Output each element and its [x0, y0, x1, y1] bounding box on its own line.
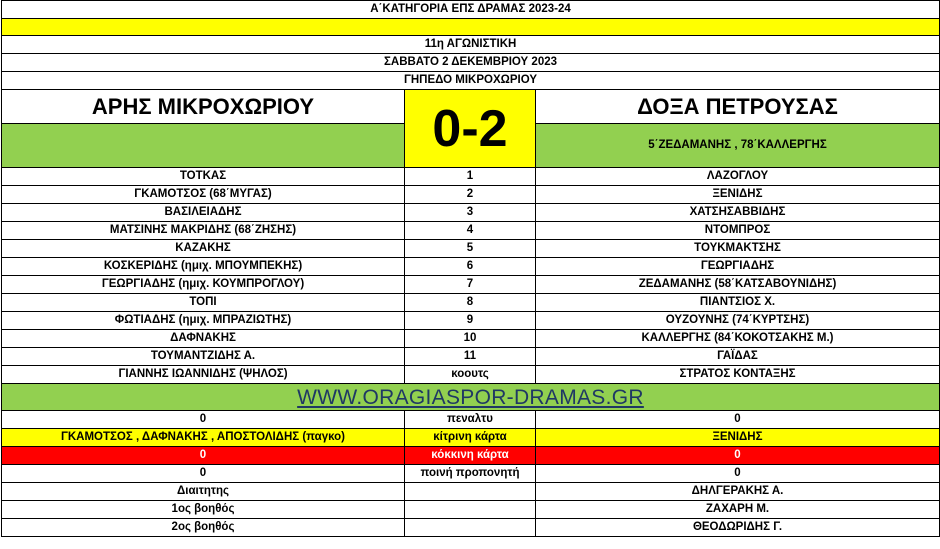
- officials: [2, 483, 940, 537]
- venue: ΓΗΠΕΔΟ ΜΙΚΡΟΧΩΡΙΟΥ: [2, 72, 940, 90]
- official-name: ΖΑΧΑΡΗ Μ.: [536, 501, 940, 519]
- official-spacer: [405, 519, 536, 537]
- home-player: ΚΑΖΑΚΗΣ: [2, 240, 405, 258]
- shirt-number: 8: [405, 294, 536, 312]
- official-role: 2ος βοηθός: [2, 519, 405, 537]
- home-player: ΓΙΑΝΝΗΣ ΙΩΑΝΝΙΔΗΣ (ΨΗΛΟΣ): [2, 366, 405, 384]
- home-player: ΓΚΑΜΟΤΣΟΣ (68΄ΜΥΓΑΣ): [2, 186, 405, 204]
- home-player: ΤΟΠΙ: [2, 294, 405, 312]
- lineup-row: [2, 204, 940, 222]
- website-banner[interactable]: [2, 384, 940, 411]
- penalty-label: πεναλτυ: [405, 411, 536, 429]
- away-player: ΧΑΤΣΗΣΑΒΒΙΔΗΣ: [536, 204, 940, 222]
- shirt-number: κοουτς: [405, 366, 536, 384]
- away-player: ΚΑΛΛΕΡΓΗΣ (84΄ΚΟΚΟΤΣΑΚΗΣ Μ.): [536, 330, 940, 348]
- competition-title: Α΄ΚΑΤΗΓΟΡΙΑ ΕΠΣ ΔΡΑΜΑΣ 2023-24: [2, 1, 940, 19]
- away-penalties: 0: [536, 411, 940, 429]
- away-yellow-cards: ΞΕΝΙΔΗΣ: [536, 429, 940, 447]
- official-spacer: [405, 501, 536, 519]
- shirt-number: 3: [405, 204, 536, 222]
- lineup-row: [2, 222, 940, 240]
- away-player: ΠΙΑΝΤΣΙΟΣ Χ.: [536, 294, 940, 312]
- home-player: ΤΟΤΚΑΣ: [2, 168, 405, 186]
- home-coach-penalty: 0: [2, 465, 405, 483]
- home-red-cards: 0: [2, 447, 405, 465]
- away-player: ΤΟΥΚΜΑΚΤΣΗΣ: [536, 240, 940, 258]
- shirt-number: 5: [405, 240, 536, 258]
- match-report-sheet: [1, 0, 939, 537]
- lineup-row: [2, 366, 940, 384]
- official-name: ΔΗΛΓΕΡΑΚΗΣ Α.: [536, 483, 940, 501]
- red-card-label: κόκκινη κάρτα: [405, 447, 536, 465]
- away-player: ΛΑΖΟΓΛΟΥ: [536, 168, 940, 186]
- lineup-row: [2, 276, 940, 294]
- away-scorers: 5΄ΖΕΔΑΜΑΝΗΣ , 78΄ΚΑΛΛΕΡΓΗΣ: [536, 124, 940, 168]
- shirt-number: 11: [405, 348, 536, 366]
- penalty-row: [2, 411, 940, 429]
- away-red-cards: 0: [536, 447, 940, 465]
- coach-penalty-label: ποινή προπονητή: [405, 465, 536, 483]
- lineups: [2, 168, 940, 384]
- official-spacer: [405, 483, 536, 501]
- away-player: ΝΤΟΜΠΡΟΣ: [536, 222, 940, 240]
- home-scorers: [2, 124, 405, 168]
- official-row: [2, 501, 940, 519]
- home-player: ΓΕΩΡΓΙΑΔΗΣ (ημιχ. ΚΟΥΜΠΡΟΓΛΟΥ): [2, 276, 405, 294]
- home-player: ΜΑΤΣΙΝΗΣ ΜΑΚΡΙΔΗΣ (68΄ΖΗΣΗΣ): [2, 222, 405, 240]
- home-team-name: ΑΡΗΣ ΜΙΚΡΟΧΩΡΙΟΥ: [2, 90, 405, 124]
- home-player: ΤΟΥΜΑΝΤΖΙΔΗΣ Α.: [2, 348, 405, 366]
- away-player: ΣΤΡΑΤΟΣ ΚΟΝΤΑΞΗΣ: [536, 366, 940, 384]
- away-player: ΟΥΖΟΥΝΗΣ (74΄ΚΥΡΤΣΗΣ): [536, 312, 940, 330]
- lineup-row: [2, 348, 940, 366]
- match-report-table: [1, 0, 940, 537]
- lineup-row: [2, 240, 940, 258]
- shirt-number: 4: [405, 222, 536, 240]
- lineup-row: [2, 330, 940, 348]
- home-player: ΦΩΤΙΑΔΗΣ (ημιχ. ΜΠΡΑΖΙΩΤΗΣ): [2, 312, 405, 330]
- shirt-number: 1: [405, 168, 536, 186]
- home-player: ΒΑΣΙΛΕΙΑΔΗΣ: [2, 204, 405, 222]
- away-team-name: ΔΟΞΑ ΠΕΤΡΟΥΣΑΣ: [536, 90, 940, 124]
- shirt-number: 2: [405, 186, 536, 204]
- yellow-card-row: [2, 429, 940, 447]
- lineup-row: [2, 312, 940, 330]
- lineup-row: [2, 168, 940, 186]
- official-row: [2, 519, 940, 537]
- away-player: ΞΕΝΙΔΗΣ: [536, 186, 940, 204]
- shirt-number: 7: [405, 276, 536, 294]
- away-player: ΓΕΩΡΓΙΑΔΗΣ: [536, 258, 940, 276]
- home-yellow-cards: ΓΚΑΜΟΤΣΟΣ , ΔΑΦΝΑΚΗΣ , ΑΠΟΣΤΟΛΙΔΗΣ (παγκο): [2, 429, 405, 447]
- shirt-number: 9: [405, 312, 536, 330]
- away-coach-penalty: 0: [536, 465, 940, 483]
- home-penalties: 0: [2, 411, 405, 429]
- home-player: ΚΟΣΚΕΡΙΔΗΣ (ημιχ. ΜΠΟΥΜΠΕΚΗΣ): [2, 258, 405, 276]
- match-date: ΣΑΒΒΑΤΟ 2 ΔΕΚΕΜΒΡΙΟΥ 2023: [2, 54, 940, 72]
- lineup-row: [2, 294, 940, 312]
- shirt-number: 6: [405, 258, 536, 276]
- official-role: Διαιτητης: [2, 483, 405, 501]
- final-score: 0-2: [405, 90, 536, 168]
- shirt-number: 10: [405, 330, 536, 348]
- matchday: 11η ΑΓΩΝΙΣΤΙΚΗ: [2, 36, 940, 54]
- official-row: [2, 483, 940, 501]
- away-player: ΖΕΔΑΜΑΝΗΣ (58΄ΚΑΤΣΑΒΟΥΝΙΔΗΣ): [536, 276, 940, 294]
- yellow-card-label: κίτρινη κάρτα: [405, 429, 536, 447]
- red-card-row: [2, 447, 940, 465]
- website-link[interactable]: WWW.ORAGIASPOR-DRAMAS.GR: [297, 385, 644, 409]
- lineup-row: [2, 186, 940, 204]
- home-player: ΔΑΦΝΑΚΗΣ: [2, 330, 405, 348]
- yellow-separator: [2, 19, 940, 36]
- away-player: ΓΑΪΔΑΣ: [536, 348, 940, 366]
- coach-penalty-row: [2, 465, 940, 483]
- official-name: ΘΕΟΔΩΡΙΔΗΣ Γ.: [536, 519, 940, 537]
- lineup-row: [2, 258, 940, 276]
- official-role: 1ος βοηθός: [2, 501, 405, 519]
